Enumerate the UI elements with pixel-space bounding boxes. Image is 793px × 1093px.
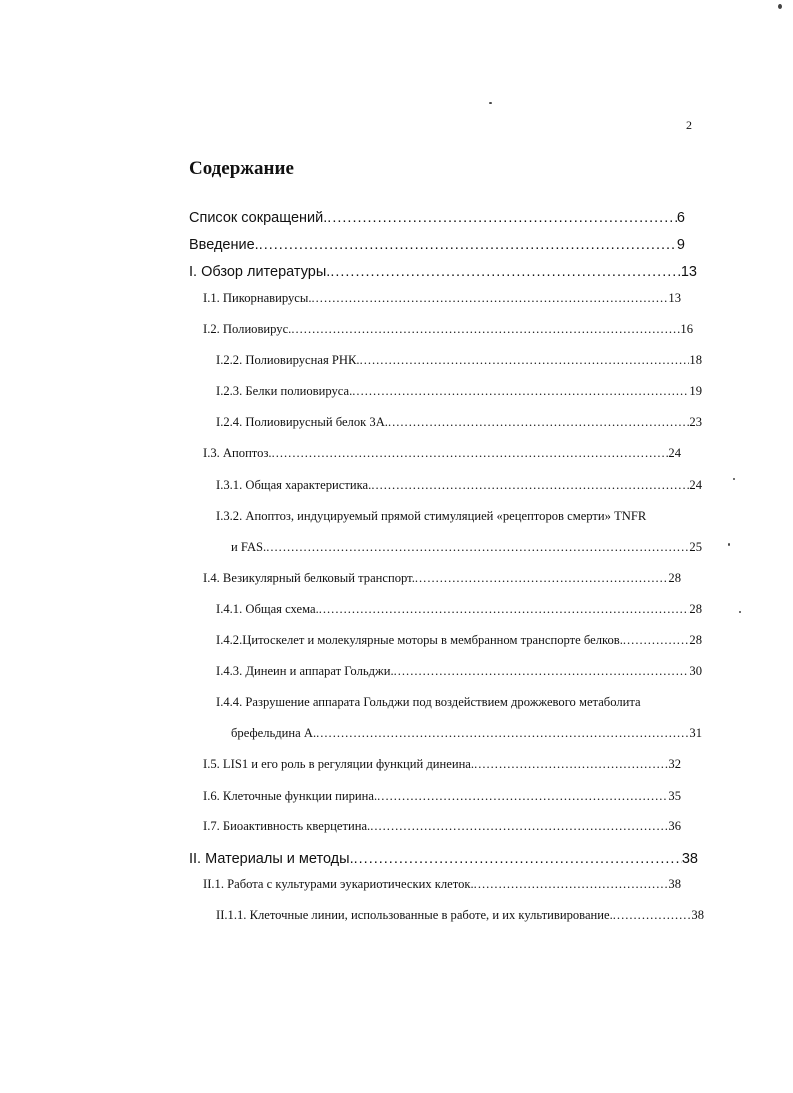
toc-entry[interactable] [203, 789, 681, 803]
toc-entry-page: 38 [691, 908, 704, 922]
toc-leader-dots [266, 540, 689, 554]
toc-entry-page: 23 [689, 415, 702, 429]
toc-entry-page: 16 [680, 322, 693, 336]
toc-entry[interactable] [216, 633, 702, 647]
toc-entry[interactable] [203, 291, 681, 305]
toc-entry-page: 6 [676, 210, 685, 226]
scan-speck [739, 611, 741, 613]
toc-entry-text: II.1.1. Клеточные линии, использованные в работе, и их культивирование. [216, 908, 613, 922]
toc-leader-dots [319, 602, 690, 616]
toc-entry[interactable] [216, 478, 702, 492]
toc-entry-text: и FAS. [231, 540, 267, 554]
toc-leader-dots [312, 291, 669, 305]
scan-speck [728, 543, 730, 546]
toc-entry-text: I.2.3. Белки полиовируса. [216, 384, 353, 398]
toc-leader-dots [474, 757, 668, 771]
toc-entry-page: 28 [668, 571, 681, 585]
toc-entry-page: 28 [689, 633, 702, 647]
toc-entry[interactable] [203, 446, 681, 460]
toc-entry-text: I.2. Полиовирус. [203, 322, 292, 336]
toc-entry-heading-line[interactable]: I.3.2. Апоптоз, индуцируемый прямой стимуляцией «рецепторов смерти» TNFR [216, 509, 647, 523]
toc-entry[interactable] [216, 384, 702, 398]
toc-entry-text: I.3.1. Общая характеристика. [216, 478, 372, 492]
toc-entry-text: I.2.2. Полиовирусная РНК. [216, 353, 360, 367]
toc-leader-dots [613, 908, 692, 922]
toc-entry-text: I.6. Клеточные функции пирина. [203, 789, 378, 803]
toc-leader-dots [352, 384, 689, 398]
toc-entry-text: Введение. [189, 237, 259, 253]
scan-speck [489, 102, 492, 104]
toc-leader-dots [327, 210, 677, 227]
toc-entry-text: I.4.3. Динеин и аппарат Гольджи. [216, 664, 394, 678]
toc-leader-dots [316, 726, 689, 740]
toc-entry[interactable] [216, 415, 702, 429]
toc-entry-page: 9 [676, 237, 685, 253]
toc-entry-page: 24 [689, 478, 702, 492]
toc-entry-text: I.2.4. Полиовирусный белок 3А. [216, 415, 388, 429]
toc-entry-page: 32 [668, 757, 681, 771]
toc-entry-text: брефельдина А. [231, 726, 317, 740]
toc-entry[interactable] [203, 757, 681, 771]
toc-entry-page: 13 [668, 291, 681, 305]
scan-speck [778, 4, 782, 9]
toc-entry-page: 25 [689, 540, 702, 554]
toc-leader-dots [371, 478, 689, 492]
toc-leader-dots [330, 264, 681, 281]
toc-entry-page: 18 [689, 353, 702, 367]
toc-entry-page: 38 [681, 851, 698, 867]
toc-entry[interactable] [216, 908, 704, 922]
toc-entry-page: 38 [668, 877, 681, 891]
toc-leader-dots [623, 633, 690, 647]
toc-leader-dots [354, 851, 682, 868]
toc-entry-text: I.1. Пикорнавирусы. [203, 291, 312, 305]
toc-entry[interactable] [216, 353, 702, 367]
toc-entry[interactable] [189, 851, 698, 868]
toc-leader-dots [272, 446, 669, 460]
toc-entry-text: I.3. Апоптоз. [203, 446, 272, 460]
toc-leader-dots [474, 877, 669, 891]
toc-entry[interactable] [189, 237, 685, 254]
toc-leader-dots [370, 819, 668, 833]
toc-entry-text: I. Обзор литературы. [189, 264, 331, 280]
toc-entry[interactable] [189, 210, 685, 227]
toc-entry-text: I.7. Биоактивность кверцетина. [203, 819, 371, 833]
page-number: 2 [686, 118, 692, 132]
toc-entry-text: I.5. LIS1 и его роль в регуляции функций динеина. [203, 757, 475, 771]
toc-entry-page: 24 [668, 446, 681, 460]
toc-entry[interactable] [203, 819, 681, 833]
toc-leader-dots [377, 789, 668, 803]
toc-entry-page: 36 [668, 819, 681, 833]
toc-entry-heading-line[interactable]: I.4.4. Разрушение аппарата Гольджи под воздействием дрожжевого метаболита [216, 695, 641, 709]
toc-leader-dots [360, 353, 690, 367]
toc-entry[interactable] [203, 322, 693, 336]
toc-entry-page: 13 [680, 264, 697, 280]
toc-entry[interactable] [231, 726, 702, 740]
toc-leader-dots [388, 415, 689, 429]
toc-entry[interactable] [189, 264, 697, 281]
toc-leader-dots [291, 322, 680, 336]
toc-entry[interactable] [231, 540, 702, 554]
toc-entry[interactable] [216, 664, 702, 678]
toc-leader-dots [394, 664, 690, 678]
toc-entry-page: 19 [689, 384, 702, 398]
toc-entry-text: I.4.1. Общая схема. [216, 602, 319, 616]
toc-entry-page: 35 [668, 789, 681, 803]
toc-entry-text: Список сокращений. [189, 210, 328, 226]
toc-entry-text: I.4.2.Цитоскелет и молекулярные моторы в мембранном транспорте белков. [216, 633, 623, 647]
scan-speck [733, 478, 735, 480]
toc-leader-dots [415, 571, 669, 585]
toc-entry[interactable] [203, 571, 681, 585]
toc-entry-text: II. Материалы и методы. [189, 851, 354, 867]
toc-entry[interactable] [203, 877, 681, 891]
toc-leader-dots [259, 237, 677, 254]
page-title: Содержание [189, 158, 294, 179]
toc-entry-text: I.4. Везикулярный белковый транспорт. [203, 571, 415, 585]
toc-entry-page: 28 [689, 602, 702, 616]
toc-entry-text: II.1. Работа с культурами эукариотических клеток. [203, 877, 474, 891]
toc-entry-page: 30 [689, 664, 702, 678]
toc-entry[interactable] [216, 602, 702, 616]
toc-entry-page: 31 [689, 726, 702, 740]
